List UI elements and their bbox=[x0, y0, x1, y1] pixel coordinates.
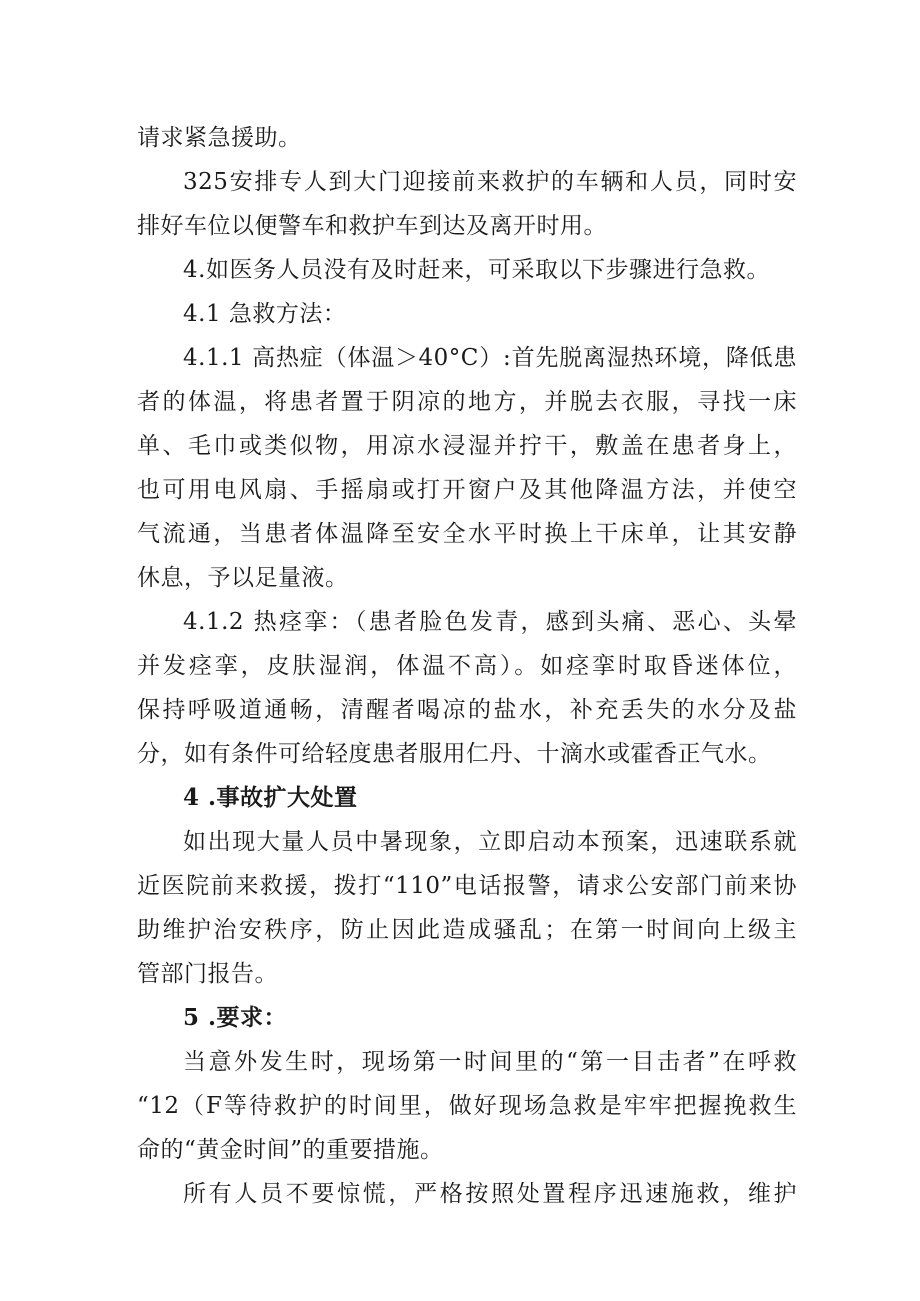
paragraph-line: 也可用电风扇、手摇扇或打开窗户及其他降温方法，并使空 bbox=[137, 477, 797, 503]
paragraph-line: 4.1 急救方法： bbox=[183, 301, 347, 327]
paragraph-line: 请求紧急援助。 bbox=[137, 125, 302, 151]
paragraph-line: 排好车位以便警车和救护车到达及离开时用。 bbox=[137, 213, 607, 239]
paragraph-line: 单、毛巾或类似物，用凉水浸湿并拧干，敷盖在患者身上， bbox=[137, 433, 797, 459]
paragraph-line: 者的体温，将患者置于阴凉的地方，并脱去衣服，寻找一床 bbox=[137, 389, 797, 415]
paragraph-line: 分，如有条件可给轻度患者服用仁丹、十滴水或霍香正气水。 bbox=[137, 741, 772, 767]
paragraph-line: 助维护治安秩序，防止因此造成骚乱；在第一时间向上级主 bbox=[137, 917, 797, 943]
paragraph-line: 如出现大量人员中暑现象，立即启动本预案，迅速联系就 bbox=[183, 829, 797, 855]
paragraph-line: 保持呼吸道通畅，清醒者喝凉的盐水，补充丢失的水分及盐 bbox=[137, 697, 797, 723]
paragraph-line: 近医院前来救援，拨打“110”电话报警，请求公安部门前来协 bbox=[137, 873, 797, 899]
paragraph-line: 管部门报告。 bbox=[137, 961, 278, 987]
paragraph-line: 所有人员不要惊慌，严格按照处置程序迅速施救，维护 bbox=[183, 1181, 797, 1207]
paragraph-line: “12（F等待救护的时间里，做好现场急救是牢牢把握挽救生 bbox=[137, 1093, 797, 1119]
document-body bbox=[137, 116, 797, 1216]
paragraph-line: 4.1.1 高热症（体温＞40°C）:首先脱离湿热环境，降低患 bbox=[183, 345, 797, 371]
paragraph-line: 4.如医务人员没有及时赶来，可采取以下步骤进行急救。 bbox=[183, 257, 770, 283]
paragraph-line: 命的“黄金时间”的重要措施。 bbox=[137, 1137, 444, 1163]
paragraph-line: 4.1.2 热痉挛：（患者脸色发青，感到头痛、恶心、头晕 bbox=[183, 609, 797, 635]
section-heading: 4 .事故扩大处置 bbox=[183, 784, 358, 811]
paragraph-line: 325安排专人到大门迎接前来救护的车辆和人员，同时安 bbox=[183, 169, 797, 195]
paragraph-line: 当意外发生时，现场第一时间里的“第一目击者”在呼救 bbox=[183, 1049, 797, 1075]
paragraph-line: 休息，予以足量液。 bbox=[137, 565, 349, 591]
paragraph-line: 气流通，当患者体温降至安全水平时换上干床单，让其安静 bbox=[137, 521, 797, 547]
paragraph-line: 并发痉挛，皮肤湿润，体温不高）。如痉挛时取昏迷体位， bbox=[137, 653, 797, 679]
section-heading: 5 .要求： bbox=[183, 1004, 288, 1031]
